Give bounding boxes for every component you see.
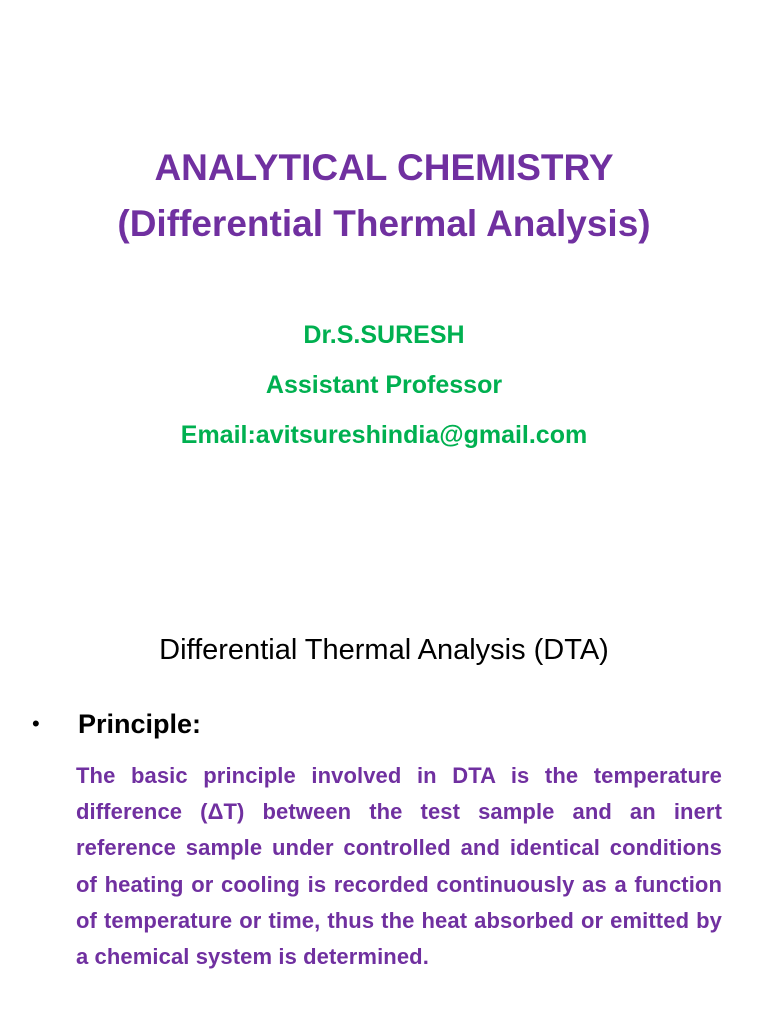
bullet-label: Principle: [78, 708, 202, 739]
bullet-item [30, 706, 201, 742]
bullet-dot-icon: • [32, 711, 40, 736]
slide-title-line-2: (Differential Thermal Analysis) [117, 203, 651, 244]
slide-title-line-1: ANALYTICAL CHEMISTRY [154, 147, 614, 188]
principle-text: The basic principle involved in DTA is the temperature difference (ΔT) between the test sample and an inert reference sample under controlled and identical conditions of heating or cooling is recorded continuously as a function of temperature or time, thus the heat absorbed or emitted by a chemical system is determined. [76, 763, 722, 970]
content-slide [0, 512, 768, 1024]
author-role: Assistant Professor [265, 371, 503, 399]
author-name: Dr.S.SURESH [303, 321, 465, 349]
author-email: Email:avitsureshindia@gmail.com [180, 421, 588, 449]
slide-heading: Differential Thermal Analysis (DTA) [159, 634, 609, 666]
